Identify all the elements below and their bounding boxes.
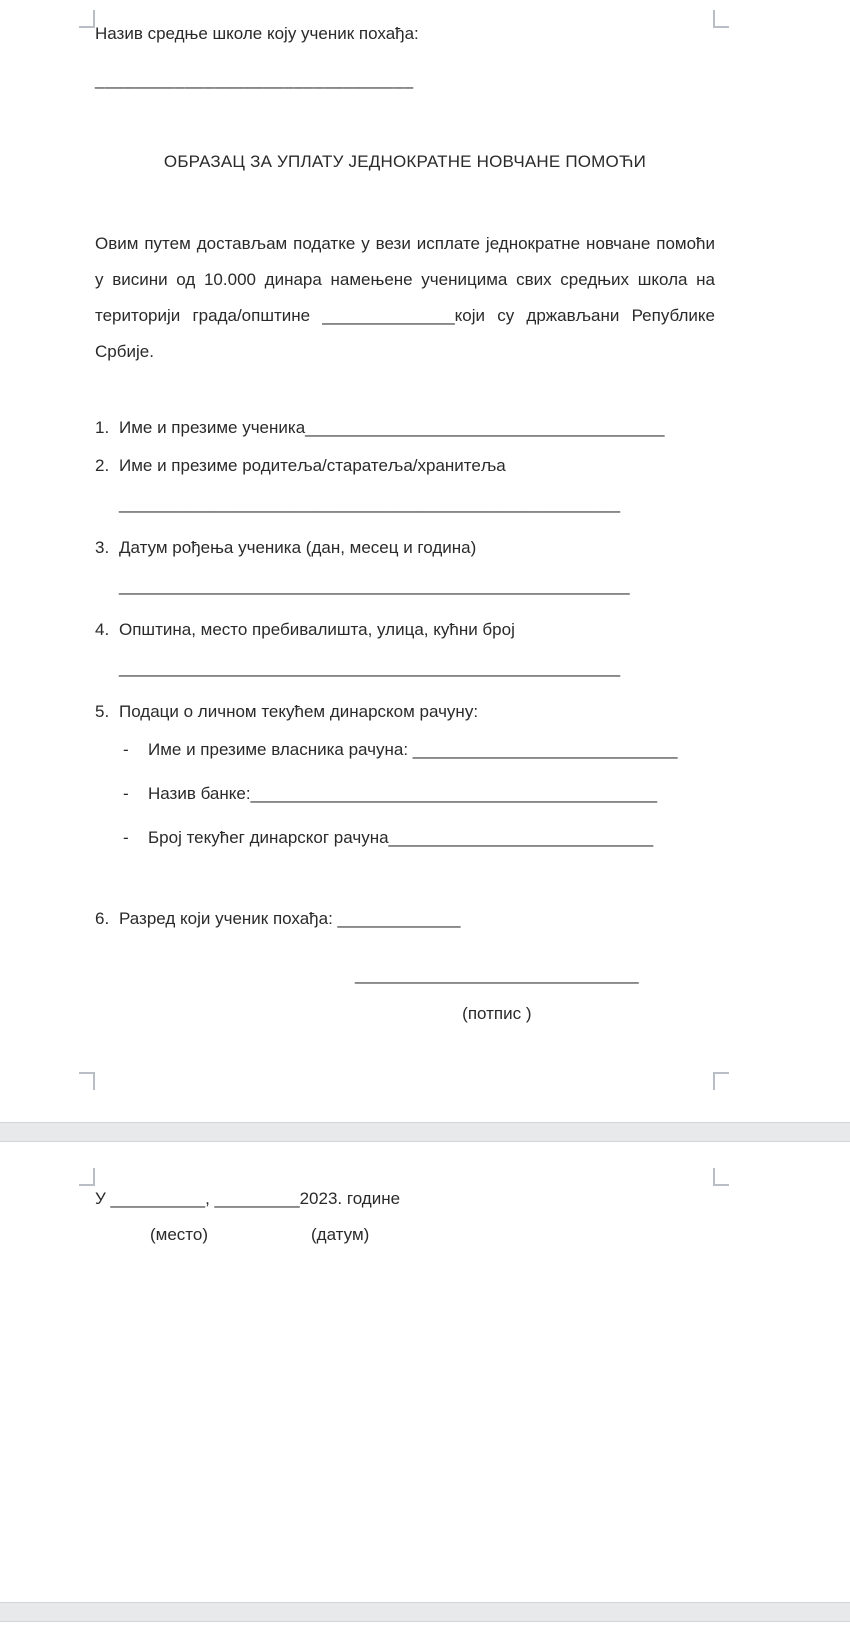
item-fill-line: _____________________________________________________ [119, 494, 621, 513]
crop-mark-top-right [713, 1168, 729, 1186]
place-date-line: У __________, _________2023. године [95, 1189, 401, 1208]
subitem-text: Назив банке:___________________________________________ [148, 784, 658, 803]
signature-caption: (потпис ) [462, 1004, 532, 1023]
crop-mark-bottom-left [79, 1072, 95, 1090]
item-text: Разред који ученик похађа: _____________ [119, 909, 461, 928]
bottom-fill [0, 1622, 850, 1644]
list-item-4 [95, 617, 715, 643]
item-text: Општина, место пребивалишта, улица, кућни број [119, 620, 515, 639]
page-separator [0, 1122, 850, 1142]
school-name-label: Назив средње школе коју ученик похађа: [95, 24, 419, 43]
item-number: 2. [95, 456, 110, 475]
subitem-text: Број текућег динарског рачуна____________________________ [148, 828, 654, 847]
document-page-2 [0, 1142, 850, 1602]
item-number: 5. [95, 702, 110, 721]
item-number: 3. [95, 538, 110, 557]
subitem-dash: - [123, 784, 129, 803]
item-fill-line: ______________________________________________________ [119, 576, 630, 595]
list-item-6 [95, 906, 715, 932]
intro-paragraph: Овим путем достављам податке у вези исплате једнократне новчане помоћи у висини од 10.000 динара намењене ученицима свих средњих школа на територији града/општине ______________који су држављани Републике Србије. [95, 234, 715, 361]
signature-block [355, 962, 639, 1026]
list-item-1 [95, 415, 715, 441]
crop-mark-top-right [713, 10, 729, 28]
page-separator-bottom [0, 1602, 850, 1622]
item-fill-line: _____________________________________________________ [119, 658, 621, 677]
school-name-fill-line: ________________________________ [95, 70, 414, 89]
crop-mark-bottom-right [713, 1072, 729, 1090]
subitem-dash: - [123, 740, 129, 759]
form-title: ОБРАЗАЦ ЗА УПЛАТУ ЈЕДНОКРАТНЕ НОВЧАНЕ ПОМОЋИ [163, 152, 647, 171]
page-2-content [0, 1142, 850, 1248]
item-number: 4. [95, 620, 110, 639]
sub-item-account-owner [123, 737, 715, 763]
crop-mark-top-left [79, 1168, 95, 1186]
numbered-list [95, 415, 715, 932]
sub-item-account-number [123, 825, 715, 851]
place-caption: (место) [150, 1225, 209, 1244]
subitem-dash: - [123, 828, 129, 847]
item-number: 6. [95, 909, 110, 928]
date-caption: (датум) [311, 1225, 370, 1244]
crop-mark-top-left [79, 10, 95, 28]
list-item-5 [95, 699, 715, 725]
item-text: Име и презиме родитеља/старатеља/хранитеља [119, 456, 506, 475]
signature-fill-line: ______________________________ [355, 965, 639, 984]
list-item-2 [95, 453, 715, 479]
item-number: 1. [95, 418, 110, 437]
item-text: Датум рођења ученика (дан, месец и година) [119, 538, 477, 557]
item-text: Име и презиме ученика______________________________________ [119, 418, 665, 437]
sub-item-bank-name [123, 781, 715, 807]
list-item-3 [95, 535, 715, 561]
subitem-text: Име и презиме власника рачуна: ____________________________ [148, 740, 678, 759]
place-date-captions [95, 1222, 715, 1248]
item-text: Подаци о личном текућем динарском рачуну: [119, 702, 479, 721]
